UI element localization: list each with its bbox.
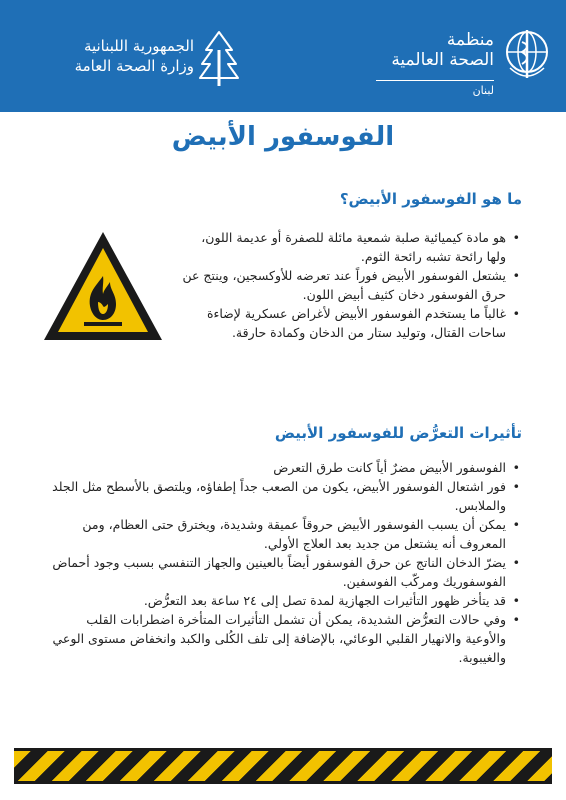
flammable-warning-icon [40, 228, 166, 346]
list-item: • غالباً ما يستخدم الفوسفور الأبيض لأغراض عسكرية لإضاءة ساحات القتال، وتوليد ستار من الدخان وكمادة حارقة. [182, 304, 522, 342]
list-item: • قد يتأخر ظهور التأثيرات الجهازية لمدة تصل إلى ٢٤ ساعة بعد التعرُّض. [42, 591, 522, 610]
hazard-stripe [14, 748, 552, 784]
list-item: • يشتعل الفوسفور الأبيض فوراً عند تعرضه للأوكسجين، وينتج عن حرق الفوسفور دخان كثيف أبيض اللون. [182, 266, 522, 304]
list-item: • يمكن أن يسبب الفوسفور الأبيض حروقاً عميقة وشديدة، ويخترق حتى العظام، ومن المعروف أنه يشتعل من جديد بعد العلاج الأولي. [42, 515, 522, 553]
list-item: • يضرّ الدخان الناتج عن حرق الفوسفور أيضاً بالعينين والجهاز التنفسي بسبب وجود أحماض الفوسفوريك ومركّب الفوسفين. [42, 553, 522, 591]
who-logo [352, 28, 552, 98]
who-name-line2: الصحة العالمية [391, 50, 494, 70]
who-country: لبنان [472, 84, 494, 97]
list-item: • فور اشتعال الفوسفور الأبيض، يكون من الصعب جداً إطفاؤه، ويلتصق بالأسطح مثل الجلد والملابس. [42, 477, 522, 515]
cedar-logo-icon [196, 30, 242, 88]
section1-heading: ما هو الفوسفور الأبيض؟ [339, 190, 522, 208]
who-divider [376, 80, 494, 81]
list-item: • الفوسفور الأبيض مضرٌ أياً كانت طرق التعرض [42, 458, 522, 477]
list-item: • وفي حالات التعرُّض الشديدة، يمكن أن تشمل التأثيرات المتأخرة اضطرابات القلب والأوعية والانهيار القلبي الوعائي، بالإضافة إلى تلف الكُلى والكبد وانخفاض مستوى الوعي والغيبوبة. [42, 610, 522, 667]
who-name [391, 30, 494, 70]
section2-heading: تأثيرات التعرُّض للفوسفور الأبيض [274, 424, 522, 442]
who-name-line1: منظمة [446, 30, 494, 50]
header-banner [0, 0, 566, 112]
moph-logo [36, 30, 246, 90]
moph-line1: الجمهورية اللبنانية [83, 37, 194, 55]
list-item: • هو مادة كيميائية صلبة شمعية مائلة للصفرة أو عديمة اللون، ولها رائحة تشبه رائحة الثوم. [182, 228, 522, 266]
who-emblem-icon [502, 28, 552, 84]
moph-name [75, 36, 194, 76]
section2-list [42, 458, 522, 667]
section1-list [182, 228, 522, 342]
moph-line2: وزارة الصحة العامة [74, 57, 194, 75]
page-title: الفوسفور الأبيض [171, 122, 395, 152]
